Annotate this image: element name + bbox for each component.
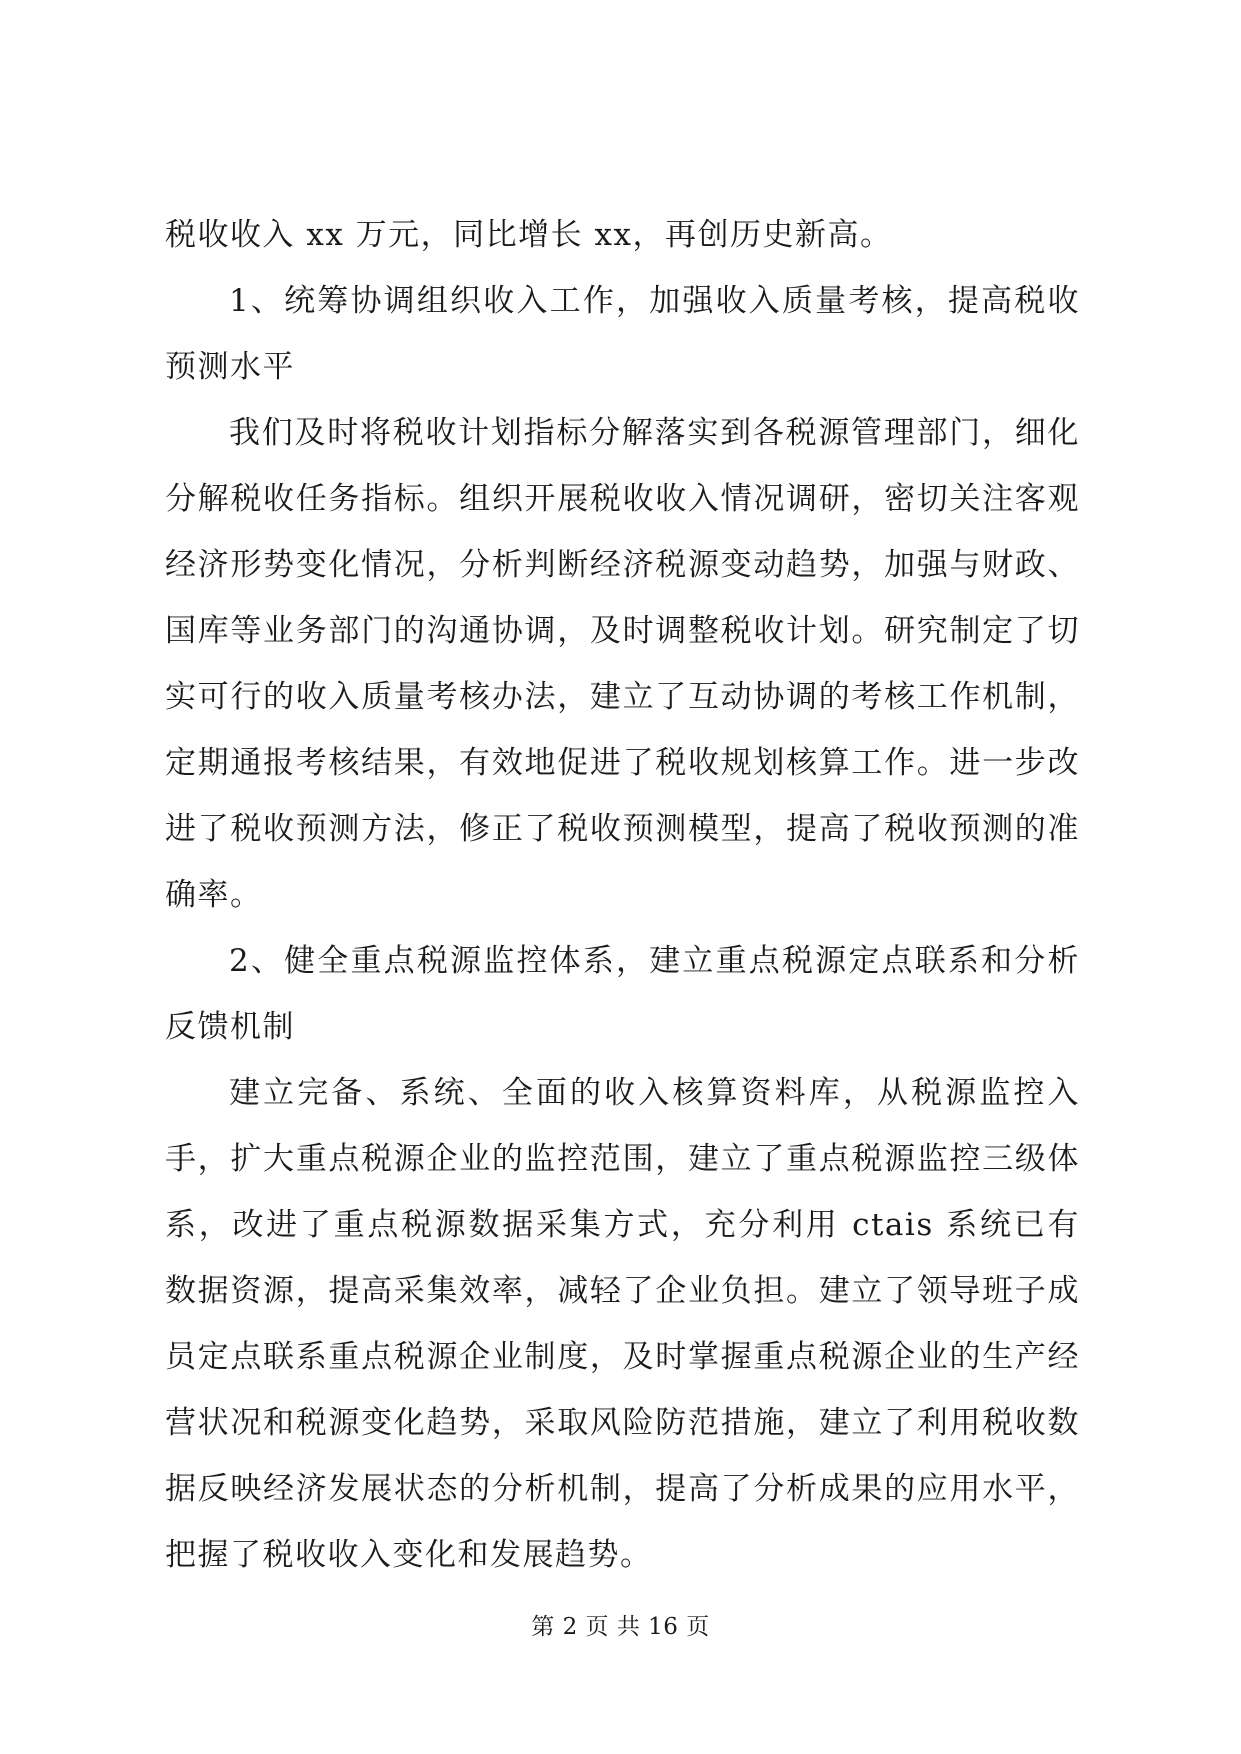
body-text (165, 202, 1080, 1588)
paragraph-continuation: 税收收入 xx 万元，同比增长 xx，再创历史新高。 (165, 217, 893, 253)
page-footer: 第 2 页 共 16 页 (531, 1614, 710, 1640)
section-heading-1: 1、统筹协调组织收入工作，加强收入质量考核，提高税收预测水平 (165, 283, 1080, 385)
section-heading-2: 2、健全重点税源监控体系，建立重点税源定点联系和分析反馈机制 (165, 943, 1080, 1045)
paragraph-section-2: 建立完备、系统、全面的收入核算资料库，从税源监控入手，扩大重点税源企业的监控范围，建立了重点税源监控三级体系，改进了重点税源数据采集方式，充分利用 ctais 系统已有数据资源，提高采集效率，减轻了企业负担。建立了领导班子成员定点联系重点税源企业制度，及时掌握重点税源企业的生产经营状况和税源变化趋势，采取风险防范措施，建立了利用税收数据反映经济发展状态的分析机制，提高了分析成果的应用水平，把握了税收收入变化和发展趋势。 (165, 1075, 1080, 1573)
paragraph-section-1: 我们及时将税收计划指标分解落实到各税源管理部门，细化分解税收任务指标。组织开展税收收入情况调研，密切关注客观经济形势变化情况，分析判断经济税源变动趋势，加强与财政、国库等业务部门的沟通协调，及时调整税收计划。研究制定了切实可行的收入质量考核办法，建立了互动协调的考核工作机制，定期通报考核结果，有效地促进了税收规划核算工作。进一步改进了税收预测方法，修正了税收预测模型，提高了税收预测的准确率。 (165, 415, 1080, 913)
